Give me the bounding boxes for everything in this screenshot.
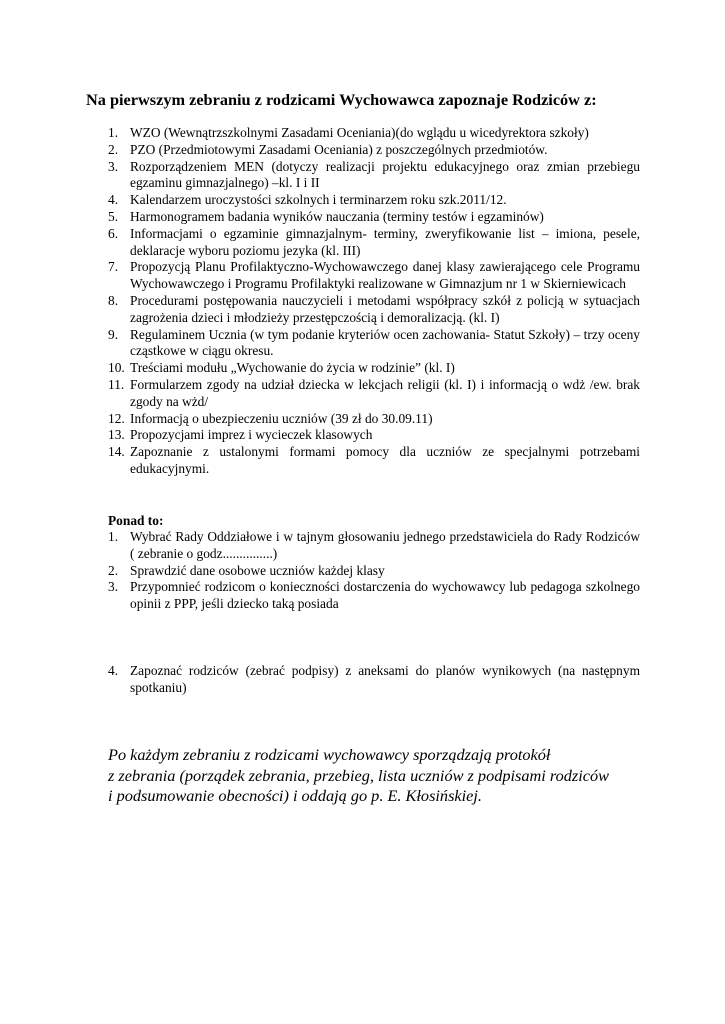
protocol-note	[108, 745, 640, 807]
protocol-note-line: i podsumowanie obecności) i oddają go p. E. Kłosińskiej.	[108, 786, 482, 805]
item-text: Formularzem zgody na udział dziecka w lekcjach religii (kl. I) i informacją o wdż /ew. brak zgody na wżd/	[130, 376, 640, 409]
item-number: 13.	[108, 427, 125, 443]
item-number: 9.	[108, 326, 119, 342]
item-number: 1.	[108, 125, 119, 140]
list-item	[108, 226, 640, 260]
item-number: 4.	[108, 192, 119, 208]
item-text: Regulaminem Ucznia (w tym podanie kryteriów ocen zachowania- Statut Szkoły) – trzy oceny cząstkowe w ciągu okresu.	[130, 326, 640, 359]
item-number: 2.	[108, 562, 119, 578]
additional-tasks-list	[108, 529, 640, 613]
item-number: 14.	[108, 444, 125, 460]
list-item	[108, 529, 640, 563]
list-item	[108, 142, 640, 159]
item-text: Harmonogramem badania wyników nauczania (terminy testów i egzaminów)	[130, 208, 544, 224]
item-number: 3.	[108, 579, 119, 595]
list-item	[108, 192, 640, 209]
item-number: 12.	[108, 410, 125, 426]
item-number: 7.	[108, 259, 119, 275]
item-text: WZO (Wewnątrzszkolnymi Zasadami Oceniania)(do wglądu u wicedyrektora szkoły)	[130, 125, 589, 140]
list-item	[108, 259, 640, 293]
item-number: 11.	[108, 376, 125, 392]
item-text: Propozycją Planu Profilaktyczno-Wychowawczego danej klasy zawierającego cele Programu Wychowawczego i Programu Profilaktyki realizowane w Gimnazjum nr 1 w Skierniewicach	[130, 259, 640, 292]
item-text: Kalendarzem uroczystości szkolnych i terminarzem roku szk.2011/12.	[130, 192, 507, 208]
item-text: Wybrać Rady Oddziałowe i w tajnym głosowaniu jednego przedstawiciela do Rady Rodziców ( zebranie o godz...............)	[130, 529, 640, 561]
protocol-note-line: Po każdym zebraniu z rodzicami wychowawcy sporządzają protokół	[108, 745, 551, 764]
item-text: PZO (Przedmiotowymi Zasadami Oceniania) z poszczególnych przedmiotów.	[130, 141, 548, 157]
item-text: Propozycjami imprez i wycieczek klasowych	[130, 427, 373, 443]
item-number: 6.	[108, 225, 119, 241]
list-item	[108, 579, 640, 613]
item-number: 1.	[108, 529, 119, 544]
ponad-to-heading: Ponad to:	[108, 513, 164, 528]
list-item	[108, 360, 640, 377]
list-item	[108, 663, 640, 697]
list-item	[108, 293, 640, 327]
item-number: 2.	[108, 141, 119, 157]
next-meeting-task-list	[108, 663, 640, 697]
item-text: Rozporządzeniem MEN (dotyczy realizacji projektu edukacyjnego oraz zmian przebiegu egzaminu gimnazjalnego) –kl. I i II	[130, 158, 640, 191]
protocol-note-line: z zebrania (porządek zebrania, przebieg, lista uczniów z podpisami rodziców	[108, 765, 609, 785]
item-text: Treściami modułu „Wychowanie do życia w rodzinie” (kl. I)	[130, 360, 455, 376]
item-text: Procedurami postępowania nauczycieli i metodami współpracy szkół z policją w sytuacjach zagrożenia dzieci i młodzieży przestępczością i demoralizacją. (kl. I)	[130, 292, 640, 325]
item-text: Informacją o ubezpieczeniu uczniów (39 zł do 30.09.11)	[130, 410, 433, 426]
list-item	[108, 209, 640, 226]
page-title: Na pierwszym zebraniu z rodzicami Wychowawca zapoznaje Rodziców z:	[86, 90, 597, 109]
list-item	[108, 563, 640, 580]
main-numbered-list	[108, 125, 640, 478]
item-text: Sprawdzić dane osobowe uczniów każdej klasy	[130, 562, 385, 578]
list-item	[108, 159, 640, 193]
list-item	[108, 377, 640, 411]
list-item	[108, 444, 640, 478]
item-number: 5.	[108, 208, 119, 224]
list-item	[108, 411, 640, 428]
item-number: 8.	[108, 292, 119, 308]
item-text: Zapoznanie z ustalonymi formami pomocy dla uczniów ze specjalnymi potrzebami edukacyjnymi.	[130, 444, 640, 476]
item-text: Zapoznać rodziców (zebrać podpisy) z aneksami do planów wynikowych (na następnym spotkaniu)	[130, 663, 640, 695]
list-item	[108, 327, 640, 361]
item-text: Informacjami o egzaminie gimnazjalnym- terminy, zweryfikowanie list – imiona, pesele, deklaracje wyboru poziomu jezyka (kl. III)	[130, 225, 640, 258]
item-text: Przypomnieć rodzicom o konieczności dostarczenia do wychowawcy lub pedagoga szkolnego opinii z PPP, jeśli dziecko taką posiada	[130, 579, 640, 612]
item-number: 4.	[108, 663, 119, 678]
list-item	[108, 125, 640, 142]
item-number: 10.	[108, 360, 125, 376]
item-number: 3.	[108, 158, 119, 174]
list-item	[108, 427, 640, 444]
